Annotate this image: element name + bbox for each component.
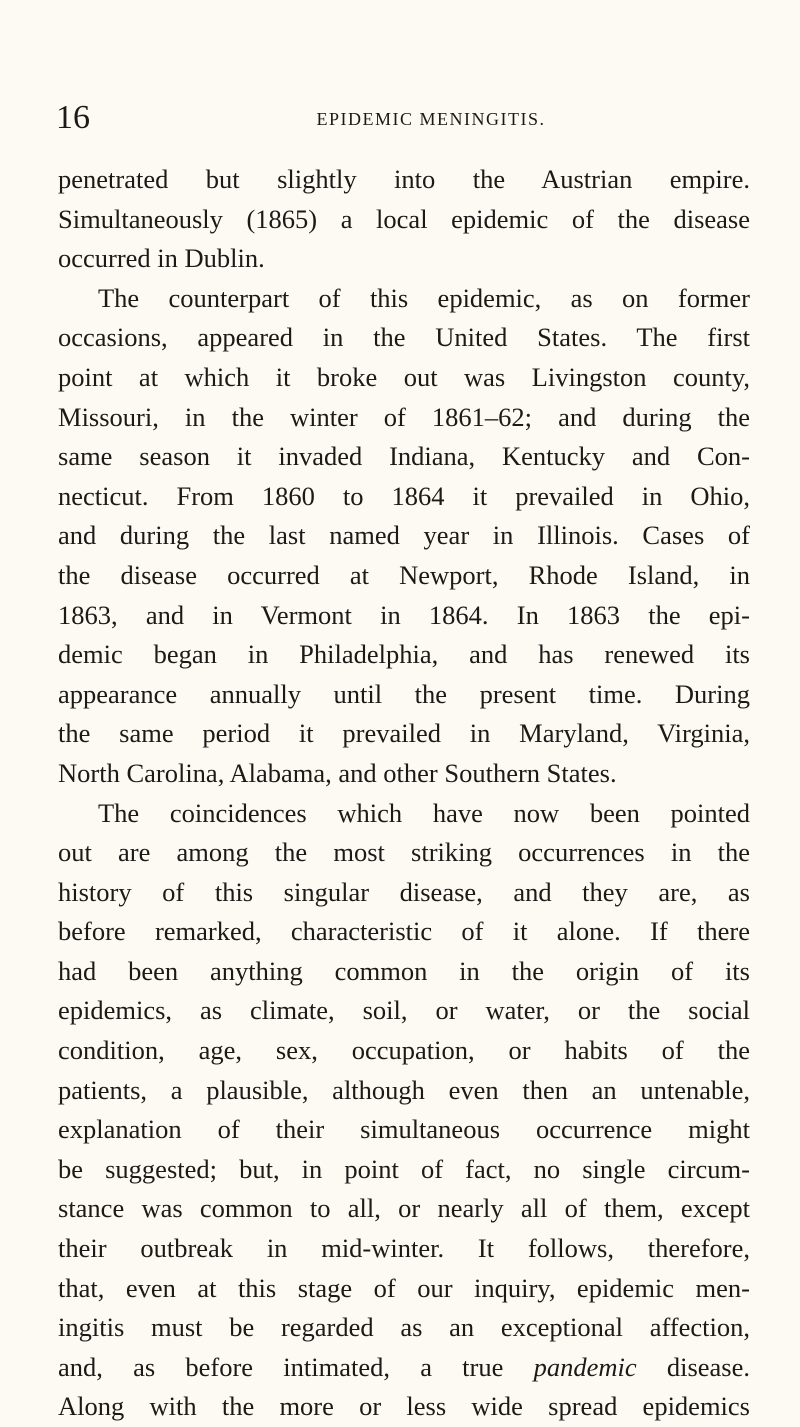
text-line: Simultaneously (1865) a local epidemic of the disease <box>58 203 750 234</box>
text-line: before remarked, characteristic of it alone. If there <box>58 916 750 947</box>
text-line: North Carolina, Alabama, and other Southern States. <box>58 757 617 788</box>
text-segment: disease. <box>636 1351 750 1382</box>
text-line: same season it invaded Indiana, Kentucky and Con- <box>58 441 750 472</box>
text-line: Missouri, in the winter of 1861–62; and during the <box>58 401 750 432</box>
text-line: that, even at this stage of our inquiry, epidemic men- <box>58 1272 750 1303</box>
text-line: condition, age, sex, occupation, or habits of the <box>58 1035 750 1066</box>
text-line: be suggested; but, in point of fact, no single circum- <box>58 1153 750 1184</box>
text-line: their outbreak in mid-winter. It follows, therefore, <box>58 1233 750 1264</box>
text-line: ingitis must be regarded as an exceptional affection, <box>58 1312 750 1343</box>
text-line: stance was common to all, or nearly all of them, except <box>58 1193 750 1224</box>
text-line: occasions, appeared in the United States. The first <box>58 322 750 353</box>
page-header <box>56 98 746 138</box>
text-line: the disease occurred at Newport, Rhode Island, in <box>58 559 750 590</box>
text-line: 1863, and in Vermont in 1864. In 1863 the epi- <box>58 599 750 630</box>
text-line: patients, a plausible, although even then an untenable, <box>58 1074 750 1105</box>
text-line: and during the last named year in Illinois. Cases of <box>58 520 750 551</box>
running-head: EPIDEMIC MENINGITIS. <box>316 109 546 129</box>
text-line-with-italic <box>58 1348 750 1388</box>
text-line: had been anything common in the origin of its <box>58 955 750 986</box>
page-number: 16 <box>56 99 90 136</box>
text-line: explanation of their simultaneous occurrence might <box>58 1114 750 1145</box>
text-line: demic began in Philadelphia, and has renewed its <box>58 639 750 670</box>
text-line: the same period it prevailed in Maryland, Virginia, <box>58 718 750 749</box>
text-line: out are among the most striking occurrences in the <box>58 837 750 868</box>
text-line: necticut. From 1860 to 1864 it prevailed in Ohio, <box>58 480 750 511</box>
italic-word: pandemic <box>533 1351 637 1382</box>
body-text <box>58 160 750 1427</box>
text-line: occurred in Dublin. <box>58 243 265 274</box>
paragraph-start-line: The coincidences which have now been pointed <box>98 797 750 828</box>
text-line: epidemics, as climate, soil, or water, or the social <box>58 995 750 1026</box>
text-line: appearance annually until the present time. During <box>58 678 750 709</box>
text-segment: and, as before intimated, a true <box>58 1351 534 1382</box>
text-line: penetrated but slightly into the Austrian empire. <box>58 164 750 194</box>
text-line: history of this singular disease, and they are, as <box>58 876 750 907</box>
text-line: point at which it broke out was Livingston county, <box>58 361 750 392</box>
paragraph-start-line: The counterpart of this epidemic, as on former <box>98 282 750 313</box>
text-line: Along with the more or less wide spread epidemics <box>58 1391 750 1422</box>
